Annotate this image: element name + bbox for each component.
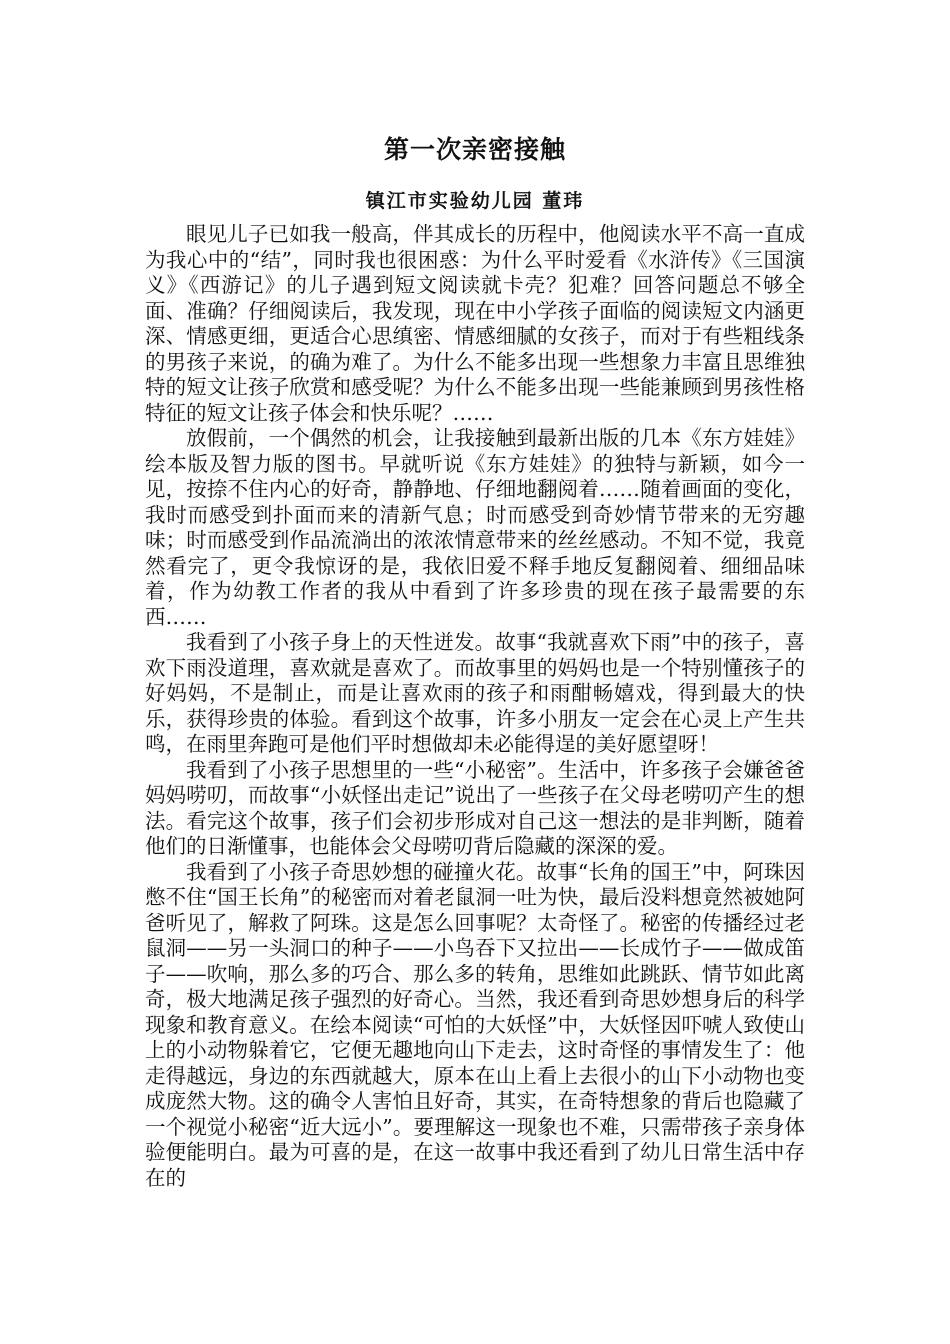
paragraph: 放假前，一个偶然的机会，让我接触到最新出版的几本《东方娃娃》绘本版及智力版的图书。早就听说《东方娃娃》的独特与新颖，如今一见，按捺不住内心的好奇，静静地、仔细地翻阅着……随着画面的变化，我时而感受到扑面而来的清新气息；时而感受到奇妙情节带来的无穷趣味；时而感受到作品流淌出的浓浓情意带来的丝丝感动。不知不觉，我竟然看完了，更令我惊讶的是，我依旧爱不释手地反复翻阅着、细细品味着，作为幼教工作者的我从中看到了许多珍贵的现在孩子最需要的东西…… bbox=[145, 426, 805, 629]
author-byline: 镇江市实验幼儿园 董玮 bbox=[365, 190, 585, 212]
paragraph: 我看到了小孩子奇思妙想的碰撞火花。故事“长角的国王”中，阿珠因憋不住“国王长角”的秘密而对着老鼠洞一吐为快，最后没料想竟然被她阿爸听见了，解救了阿珠。这是怎么回事呢？太奇怪了。秘密的传播经过老鼠洞——另一头洞口的种子——小鸟吞下又拉出——长成竹子——做成笛子——吹响，那么多的巧合、那么多的转角，思维如此跳跃、情节如此离奇，极大地满足孩子强烈的好奇心。当然，我还看到奇思妙想身后的科学现象和教育意义。在绘本阅读“可怕的大妖怪”中，大妖怪因吓唬人致使山上的小动物躲着它，它便无趣地向山下走去，这时奇怪的事情发生了：他走得越远，身边的东西就越大，原本在山上看上去很小的山下小动物也变成庞然大物。这的确令人害怕且好奇，其实，在奇特想象的背后也隐藏了一个视觉小秘密“近大远小”。要理解这一现象也不难，只需带孩子亲身体验便能明白。最为可喜的是，在这一故事中我还看到了幼儿日常生活中存在的 bbox=[145, 859, 805, 1190]
paragraph: 我看到了小孩子思想里的一些“小秘密”。生活中，许多孩子会嫌爸爸妈妈唠叨，而故事“小妖怪出走记”说出了一些孩子在父母老唠叨产生的想法。看完这个故事，孩子们会初步形成对自己这一想法的是非判断，随着他们的日渐懂事，也能体会父母唠叨背后隐藏的深深的爱。 bbox=[145, 757, 805, 858]
article-body bbox=[145, 222, 805, 1191]
paragraph: 我看到了小孩子身上的天性迸发。故事“我就喜欢下雨”中的孩子，喜欢下雨没道理，喜欢就是喜欢了。而故事里的妈妈也是一个特别懂孩子的好妈妈，不是制止，而是让喜欢雨的孩子和雨酣畅嬉戏，得到最大的快乐，获得珍贵的体验。看到这个故事，许多小朋友一定会在心灵上产生共鸣，在雨里奔跑可是他们平时想做却未必能得逞的美好愿望呀！ bbox=[145, 630, 805, 756]
paragraph: 眼见儿子已如我一般高，伴其成长的历程中，他阅读水平不高一直成为我心中的“结”，同时我也很困惑：为什么平时爱看《水浒传》《三国演义》《西游记》的儿子遇到短文阅读就卡壳？犯难？回答问题总不够全面、准确？仔细阅读后，我发现，现在中小学孩子面临的阅读短文内涵更深、情感更细，更适合心思缜密、情感细腻的女孩子，而对于有些粗线条的男孩子来说，的确为难了。为什么不能多出现一些想象力丰富且思维独特的短文让孩子欣赏和感受呢？为什么不能多出现一些能兼顾到男孩性格特征的短文让孩子体会和快乐呢？…… bbox=[145, 222, 805, 425]
page-title: 第一次亲密接触 bbox=[383, 135, 566, 164]
